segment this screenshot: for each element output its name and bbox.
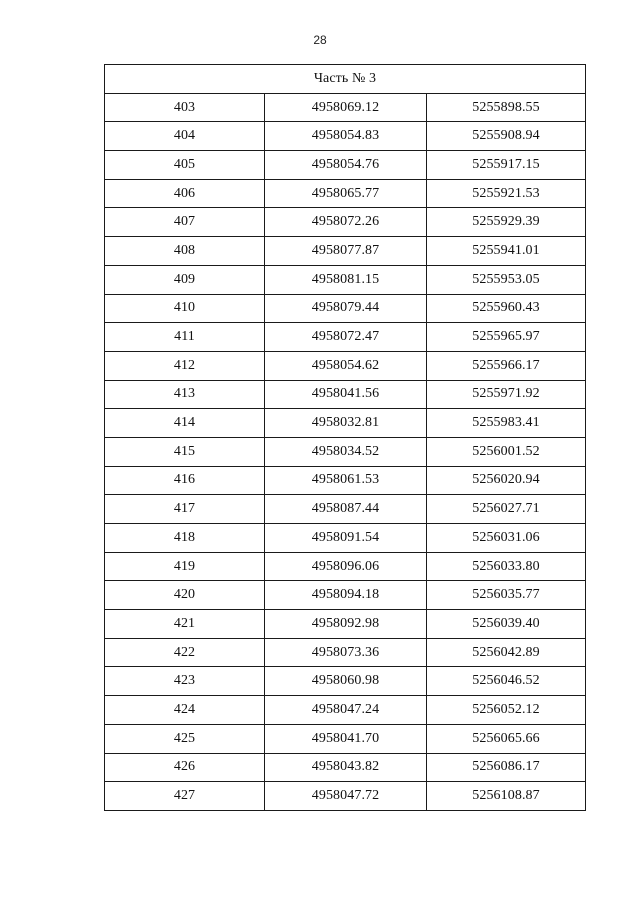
x-coordinate-cell: 4958079.44	[265, 294, 427, 323]
y-coordinate-cell: 5256020.94	[427, 466, 586, 495]
x-coordinate-cell: 4958094.18	[265, 581, 427, 610]
coordinates-table	[104, 64, 586, 811]
y-coordinate-cell: 5256046.52	[427, 667, 586, 696]
point-number-cell: 415	[105, 437, 265, 466]
table-row	[105, 409, 586, 438]
y-coordinate-cell: 5255983.41	[427, 409, 586, 438]
y-coordinate-cell: 5255971.92	[427, 380, 586, 409]
table-row	[105, 151, 586, 180]
x-coordinate-cell: 4958054.83	[265, 122, 427, 151]
y-coordinate-cell: 5256052.12	[427, 696, 586, 725]
point-number-cell: 424	[105, 696, 265, 725]
x-coordinate-cell: 4958065.77	[265, 179, 427, 208]
x-coordinate-cell: 4958077.87	[265, 237, 427, 266]
y-coordinate-cell: 5255917.15	[427, 151, 586, 180]
y-coordinate-cell: 5255898.55	[427, 93, 586, 122]
part-header: Часть № 3	[105, 65, 586, 94]
point-number-cell: 421	[105, 610, 265, 639]
point-number-cell: 414	[105, 409, 265, 438]
table-row	[105, 122, 586, 151]
x-coordinate-cell: 4958054.76	[265, 151, 427, 180]
x-coordinate-cell: 4958047.24	[265, 696, 427, 725]
x-coordinate-cell: 4958073.36	[265, 638, 427, 667]
point-number-cell: 410	[105, 294, 265, 323]
point-number-cell: 408	[105, 237, 265, 266]
x-coordinate-cell: 4958043.82	[265, 753, 427, 782]
x-coordinate-cell: 4958047.72	[265, 782, 427, 811]
table-row	[105, 265, 586, 294]
table-row	[105, 208, 586, 237]
table-row	[105, 437, 586, 466]
table-row	[105, 294, 586, 323]
x-coordinate-cell: 4958034.52	[265, 437, 427, 466]
table-row	[105, 495, 586, 524]
point-number-cell: 405	[105, 151, 265, 180]
y-coordinate-cell: 5255941.01	[427, 237, 586, 266]
table-row	[105, 782, 586, 811]
y-coordinate-cell: 5256108.87	[427, 782, 586, 811]
point-number-cell: 403	[105, 93, 265, 122]
y-coordinate-cell: 5256039.40	[427, 610, 586, 639]
table-row	[105, 724, 586, 753]
point-number-cell: 427	[105, 782, 265, 811]
x-coordinate-cell: 4958041.70	[265, 724, 427, 753]
y-coordinate-cell: 5256031.06	[427, 524, 586, 553]
point-number-cell: 406	[105, 179, 265, 208]
y-coordinate-cell: 5256065.66	[427, 724, 586, 753]
table-row	[105, 552, 586, 581]
table-row	[105, 237, 586, 266]
y-coordinate-cell: 5255953.05	[427, 265, 586, 294]
point-number-cell: 419	[105, 552, 265, 581]
x-coordinate-cell: 4958041.56	[265, 380, 427, 409]
x-coordinate-cell: 4958096.06	[265, 552, 427, 581]
table-row	[105, 610, 586, 639]
point-number-cell: 420	[105, 581, 265, 610]
table-row	[105, 179, 586, 208]
point-number-cell: 416	[105, 466, 265, 495]
point-number-cell: 413	[105, 380, 265, 409]
table-row	[105, 380, 586, 409]
y-coordinate-cell: 5255960.43	[427, 294, 586, 323]
y-coordinate-cell: 5256027.71	[427, 495, 586, 524]
x-coordinate-cell: 4958032.81	[265, 409, 427, 438]
point-number-cell: 418	[105, 524, 265, 553]
y-coordinate-cell: 5256001.52	[427, 437, 586, 466]
table-row	[105, 667, 586, 696]
y-coordinate-cell: 5255965.97	[427, 323, 586, 352]
y-coordinate-cell: 5256042.89	[427, 638, 586, 667]
point-number-cell: 411	[105, 323, 265, 352]
y-coordinate-cell: 5255929.39	[427, 208, 586, 237]
x-coordinate-cell: 4958054.62	[265, 351, 427, 380]
y-coordinate-cell: 5256035.77	[427, 581, 586, 610]
y-coordinate-cell: 5255966.17	[427, 351, 586, 380]
y-coordinate-cell: 5255921.53	[427, 179, 586, 208]
x-coordinate-cell: 4958069.12	[265, 93, 427, 122]
x-coordinate-cell: 4958092.98	[265, 610, 427, 639]
x-coordinate-cell: 4958061.53	[265, 466, 427, 495]
x-coordinate-cell: 4958060.98	[265, 667, 427, 696]
point-number-cell: 409	[105, 265, 265, 294]
point-number-cell: 404	[105, 122, 265, 151]
table-row	[105, 323, 586, 352]
point-number-cell: 407	[105, 208, 265, 237]
x-coordinate-cell: 4958081.15	[265, 265, 427, 294]
page-number: 28	[313, 33, 327, 47]
table-row	[105, 581, 586, 610]
x-coordinate-cell: 4958072.47	[265, 323, 427, 352]
y-coordinate-cell: 5255908.94	[427, 122, 586, 151]
point-number-cell: 412	[105, 351, 265, 380]
point-number-cell: 422	[105, 638, 265, 667]
x-coordinate-cell: 4958087.44	[265, 495, 427, 524]
table-row	[105, 753, 586, 782]
point-number-cell: 423	[105, 667, 265, 696]
table-row	[105, 696, 586, 725]
point-number-cell: 426	[105, 753, 265, 782]
table-row	[105, 93, 586, 122]
part-header-row	[105, 65, 586, 94]
y-coordinate-cell: 5256033.80	[427, 552, 586, 581]
x-coordinate-cell: 4958091.54	[265, 524, 427, 553]
table-row	[105, 351, 586, 380]
table-row	[105, 638, 586, 667]
point-number-cell: 425	[105, 724, 265, 753]
table-row	[105, 524, 586, 553]
y-coordinate-cell: 5256086.17	[427, 753, 586, 782]
x-coordinate-cell: 4958072.26	[265, 208, 427, 237]
table-row	[105, 466, 586, 495]
point-number-cell: 417	[105, 495, 265, 524]
